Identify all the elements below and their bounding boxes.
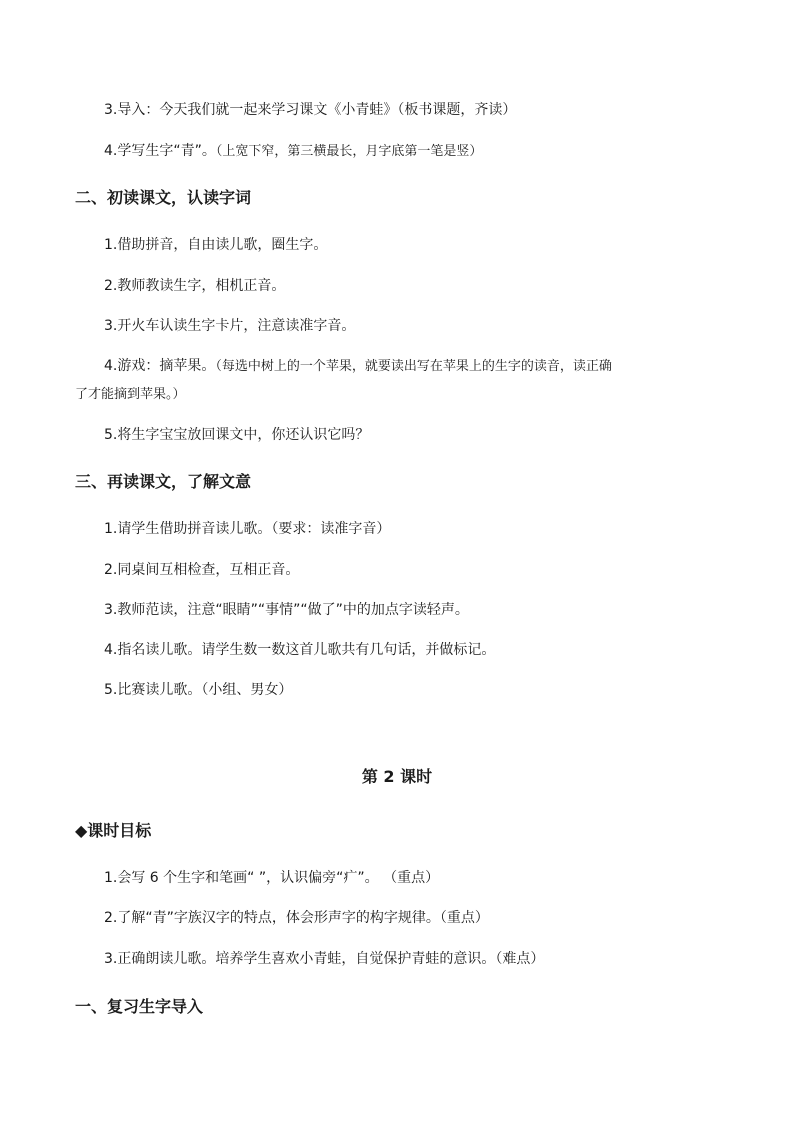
- section-3-item-5: 5.比赛读儿歌。（小组、男女）: [104, 682, 293, 698]
- intro-item-4-main: 4.学写生字“青”。: [104, 143, 216, 159]
- lesson-2-section-1-heading: 一、复习生字导入: [75, 997, 204, 1016]
- goals-heading: ◆课时目标: [75, 821, 152, 840]
- section-2-item-4-note-line-2: 了才能摘到苹果。）: [75, 387, 186, 402]
- section-3-heading: 三、再读课文，了解文意: [75, 472, 252, 491]
- section-2-item-2: 2.教师教读生字，相机正音。: [104, 278, 286, 294]
- section-2-item-1: 1.借助拼音，自由读儿歌，圈生字。: [104, 237, 328, 253]
- section-2-item-3: 3.开火车认读生字卡片，注意读准字音。: [104, 318, 356, 334]
- goal-2: 2.了解“青”字族汉字的特点，体会形声字的构字规律。（重点）: [104, 910, 489, 926]
- intro-item-4: [104, 142, 482, 161]
- section-3-item-3: 3.教师范读，注意“眼睛”“事情”“做了”中的加点字读轻声。: [104, 602, 469, 618]
- intro-item-3: 3.导入：今天我们就一起来学习课文《小青蛙》（板书课题，齐读）: [104, 102, 517, 118]
- goal-1: 1.会写 6 个生字和笔画“ ”，认识偏旁“疒”。 （重点）: [104, 870, 440, 886]
- section-2-heading: 二、初读课文，认读字词: [75, 188, 252, 207]
- section-3-item-1: 1.请学生借助拼音读儿歌。（要求：读准字音）: [104, 521, 391, 537]
- section-2-item-4: [104, 357, 612, 376]
- intro-item-4-note: （上宽下窄，第三横最长，月字底第一笔是竖）: [215, 144, 483, 159]
- section-2-item-4-note: （每选中树上的一个苹果，就要读出写在苹果上的生字的读音，读正确: [215, 359, 612, 374]
- lesson-2-title: 第 2 课时: [361, 767, 433, 786]
- section-2-item-4-main: 4.游戏：摘苹果。: [104, 358, 216, 374]
- section-3-item-4: 4.指名读儿歌。请学生数一数这首儿歌共有几句话，并做标记。: [104, 642, 496, 658]
- goal-3: 3.正确朗读儿歌。培养学生喜欢小青蛙，自觉保护青蛙的意识。（难点）: [104, 951, 545, 967]
- section-3-item-2: 2.同桌间互相检查，互相正音。: [104, 562, 300, 578]
- section-2-item-4-continuation: [75, 385, 186, 404]
- section-2-item-5: 5.将生字宝宝放回课文中，你还认识它吗？: [104, 427, 370, 443]
